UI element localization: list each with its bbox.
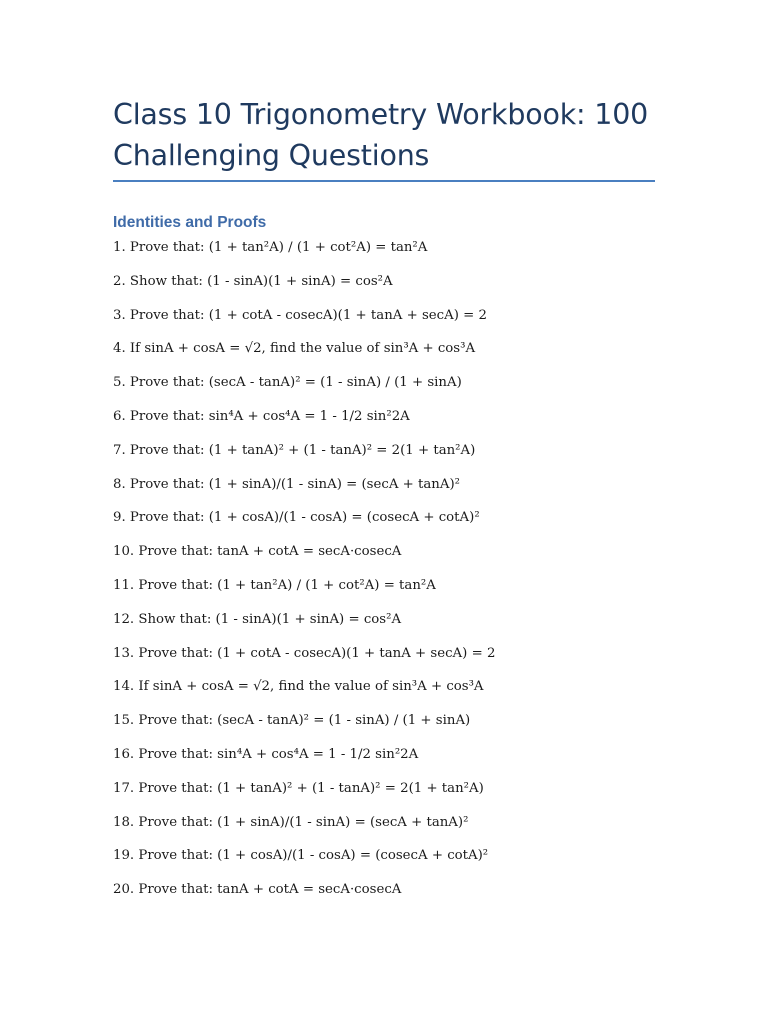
question-item: 4. If sinA + cosA = √2, find the value of sin³A + cos³A [113,341,476,357]
question-item: 20. Prove that: tanA + cotA = secA·cosecA [113,882,402,898]
title-underline-rule [113,180,655,182]
question-item: 16. Prove that: sin⁴A + cos⁴A = 1 - 1/2 sin²2A [113,746,419,762]
document-title: Class 10 Trigonometry Workbook: 100 Challenging Questions [113,98,649,172]
question-item: 11. Prove that: (1 + tan²A) / (1 + cot²A) = tan²A [113,577,436,593]
section-heading: Identities and Proofs [113,214,267,231]
question-item: 14. If sinA + cosA = √2, find the value of sin³A + cos³A [113,679,484,695]
question-item: 10. Prove that: tanA + cotA = secA·cosecA [113,544,402,560]
question-item: 5. Prove that: (secA - tanA)² = (1 - sinA) / (1 + sinA) [113,375,462,391]
question-item: 15. Prove that: (secA - tanA)² = (1 - sinA) / (1 + sinA) [113,713,471,729]
question-item: 12. Show that: (1 - sinA)(1 + sinA) = cos²A [113,611,402,627]
question-item: 7. Prove that: (1 + tanA)² + (1 - tanA)² = 2(1 + tan²A) [113,442,476,458]
question-item: 13. Prove that: (1 + cotA - cosecA)(1 + tanA + secA) = 2 [113,645,496,661]
question-item: 8. Prove that: (1 + sinA)/(1 - sinA) = (secA + tanA)² [113,476,460,492]
question-item: 6. Prove that: sin⁴A + cos⁴A = 1 - 1/2 sin²2A [113,408,410,424]
question-list [113,237,495,913]
question-item: 9. Prove that: (1 + cosA)/(1 - cosA) = (cosecA + cotA)² [113,510,480,526]
question-item: 18. Prove that: (1 + sinA)/(1 - sinA) = (secA + tanA)² [113,814,469,830]
question-item: 1. Prove that: (1 + tan²A) / (1 + cot²A) = tan²A [113,240,428,255]
question-item: 2. Show that: (1 - sinA)(1 + sinA) = cos²A [113,273,393,289]
question-item: 3. Prove that: (1 + cotA - cosecA)(1 + tanA + secA) = 2 [113,307,487,323]
question-item: 19. Prove that: (1 + cosA)/(1 - cosA) = (cosecA + cotA)² [113,848,489,864]
question-item: 17. Prove that: (1 + tanA)² + (1 - tanA)² = 2(1 + tan²A) [113,780,484,796]
